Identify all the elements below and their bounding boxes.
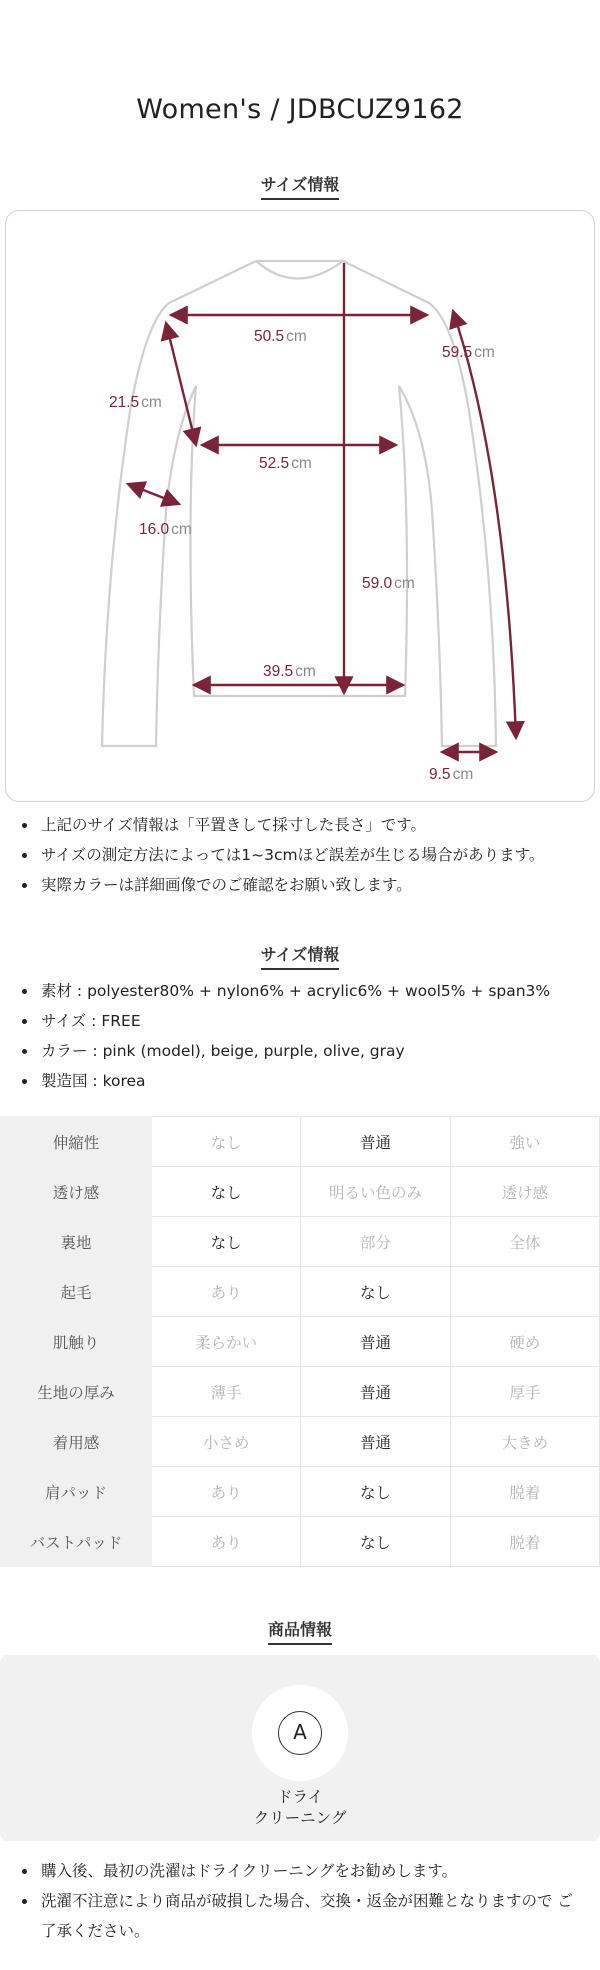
table-row xyxy=(1,1317,600,1367)
attribute-option: 脱着 xyxy=(450,1517,599,1567)
chest-unit: cm xyxy=(291,455,312,472)
attribute-label: 着用感 xyxy=(1,1417,152,1467)
attribute-label: バストパッド xyxy=(1,1517,152,1567)
attribute-option: 強い xyxy=(450,1117,599,1167)
page-title: Women's / JDBCUZ9162 xyxy=(136,94,464,125)
attribute-option-selected: 普通 xyxy=(301,1117,450,1167)
list-item: サイズの測定方法によっては1~3cmほど誤差が生じる場合があります。 xyxy=(0,840,600,870)
attribute-option: 透け感 xyxy=(450,1167,599,1217)
material-spec: 素材 : polyester80% + nylon6% + acrylic6% + wool5% + span3% xyxy=(0,976,600,1006)
list-item: 洗濯不注意により商品が破損した場合、交換・返金が困難となりますので ご了承ください。 xyxy=(0,1886,600,1946)
attribute-option: 厚手 xyxy=(450,1367,599,1417)
cuff-unit: cm xyxy=(452,766,474,783)
svg-text:52.5cm xyxy=(259,455,312,472)
hem-value: 39.5 xyxy=(263,663,294,680)
table-row xyxy=(1,1267,600,1317)
svg-text:16.0cm xyxy=(139,521,192,538)
armhole-value: 21.5 xyxy=(109,394,140,411)
attribute-option-selected: 普通 xyxy=(301,1417,450,1467)
svg-text:9.5cm xyxy=(429,766,473,783)
sleeve-value: 59.5 xyxy=(442,344,473,361)
attribute-option: あり xyxy=(152,1267,301,1317)
size-spec: サイズ : FREE xyxy=(0,1006,600,1036)
origin-spec: 製造国 : korea xyxy=(0,1066,600,1096)
care-notes-list xyxy=(0,1856,600,1946)
attribute-option: あり xyxy=(152,1517,301,1567)
attribute-option-selected: 普通 xyxy=(301,1317,450,1367)
attribute-label: 肌触り xyxy=(1,1317,152,1367)
table-row xyxy=(1,1167,600,1217)
attribute-label: 裏地 xyxy=(1,1217,152,1267)
product-spec-heading: サイズ情報 xyxy=(0,942,600,970)
spec-list xyxy=(0,976,600,1096)
care-info-box xyxy=(0,1655,600,1841)
shoulder-unit: cm xyxy=(286,328,307,345)
attribute-label: 肩パッド xyxy=(1,1467,152,1517)
attribute-label: 透け感 xyxy=(1,1167,152,1217)
care-icon-circle xyxy=(252,1685,348,1781)
attribute-option: 小さめ xyxy=(152,1417,301,1467)
svg-text:21.5cm xyxy=(109,394,162,411)
armhole-unit: cm xyxy=(141,394,162,411)
attribute-option-selected: 普通 xyxy=(301,1367,450,1417)
attribute-option: 薄手 xyxy=(152,1367,301,1417)
size-info-heading: サイズ情報 xyxy=(0,172,600,200)
list-item: 購入後、最初の洗濯はドライクリーニングをお勧めします。 xyxy=(0,1856,600,1886)
svg-text:50.5cm xyxy=(254,328,307,345)
attribute-option: なし xyxy=(152,1117,301,1167)
svg-text:59.0cm xyxy=(362,575,415,592)
attribute-option xyxy=(450,1267,599,1317)
attribute-option-selected: なし xyxy=(301,1267,450,1317)
care-heading: 商品情報 xyxy=(0,1617,600,1645)
care-label: ドライ クリーニング xyxy=(253,1788,347,1827)
upper-arm-value: 16.0 xyxy=(139,521,170,538)
table-row xyxy=(1,1417,600,1467)
dry-clean-icon: A xyxy=(278,1711,322,1755)
attribute-option: 明るい色のみ xyxy=(301,1167,450,1217)
svg-text:59.5cm xyxy=(442,344,495,361)
attribute-label: 伸縮性 xyxy=(1,1117,152,1167)
attribute-option: 柔らかい xyxy=(152,1317,301,1367)
upper-arm-unit: cm xyxy=(171,521,192,538)
attribute-option-selected: なし xyxy=(301,1517,450,1567)
color-spec: カラー : pink (model), beige, purple, olive, gray xyxy=(0,1036,600,1066)
attribute-option-selected: なし xyxy=(301,1467,450,1517)
attribute-table xyxy=(0,1116,600,1567)
sleeve-unit: cm xyxy=(474,344,495,361)
attribute-option: 大きめ xyxy=(450,1417,599,1467)
size-notes-list xyxy=(0,810,600,900)
table-row xyxy=(1,1517,600,1567)
attribute-option: 全体 xyxy=(450,1217,599,1267)
attribute-label: 起毛 xyxy=(1,1267,152,1317)
attribute-option: 硬め xyxy=(450,1317,599,1367)
table-row xyxy=(1,1217,600,1267)
table-row xyxy=(1,1467,600,1517)
upper-arm-line xyxy=(128,484,179,504)
cuff-value: 9.5 xyxy=(429,766,451,783)
length-unit: cm xyxy=(394,575,415,592)
list-item: 実際カラーは詳細画像でのご確認をお願い致します。 xyxy=(0,870,600,900)
attribute-option: 部分 xyxy=(301,1217,450,1267)
shoulder-value: 50.5 xyxy=(254,328,285,345)
chest-value: 52.5 xyxy=(259,455,290,472)
hem-unit: cm xyxy=(295,663,316,680)
attribute-label: 生地の厚み xyxy=(1,1367,152,1417)
attribute-option: 脱着 xyxy=(450,1467,599,1517)
length-value: 59.0 xyxy=(362,575,393,592)
svg-text:39.5cm xyxy=(263,663,316,680)
list-item: 上記のサイズ情報は「平置きして採寸した長さ」です。 xyxy=(0,810,600,840)
table-row xyxy=(1,1117,600,1167)
size-diagram xyxy=(5,210,595,802)
attribute-option-selected: なし xyxy=(152,1217,301,1267)
table-row xyxy=(1,1367,600,1417)
attribute-option: あり xyxy=(152,1467,301,1517)
attribute-option-selected: なし xyxy=(152,1167,301,1217)
